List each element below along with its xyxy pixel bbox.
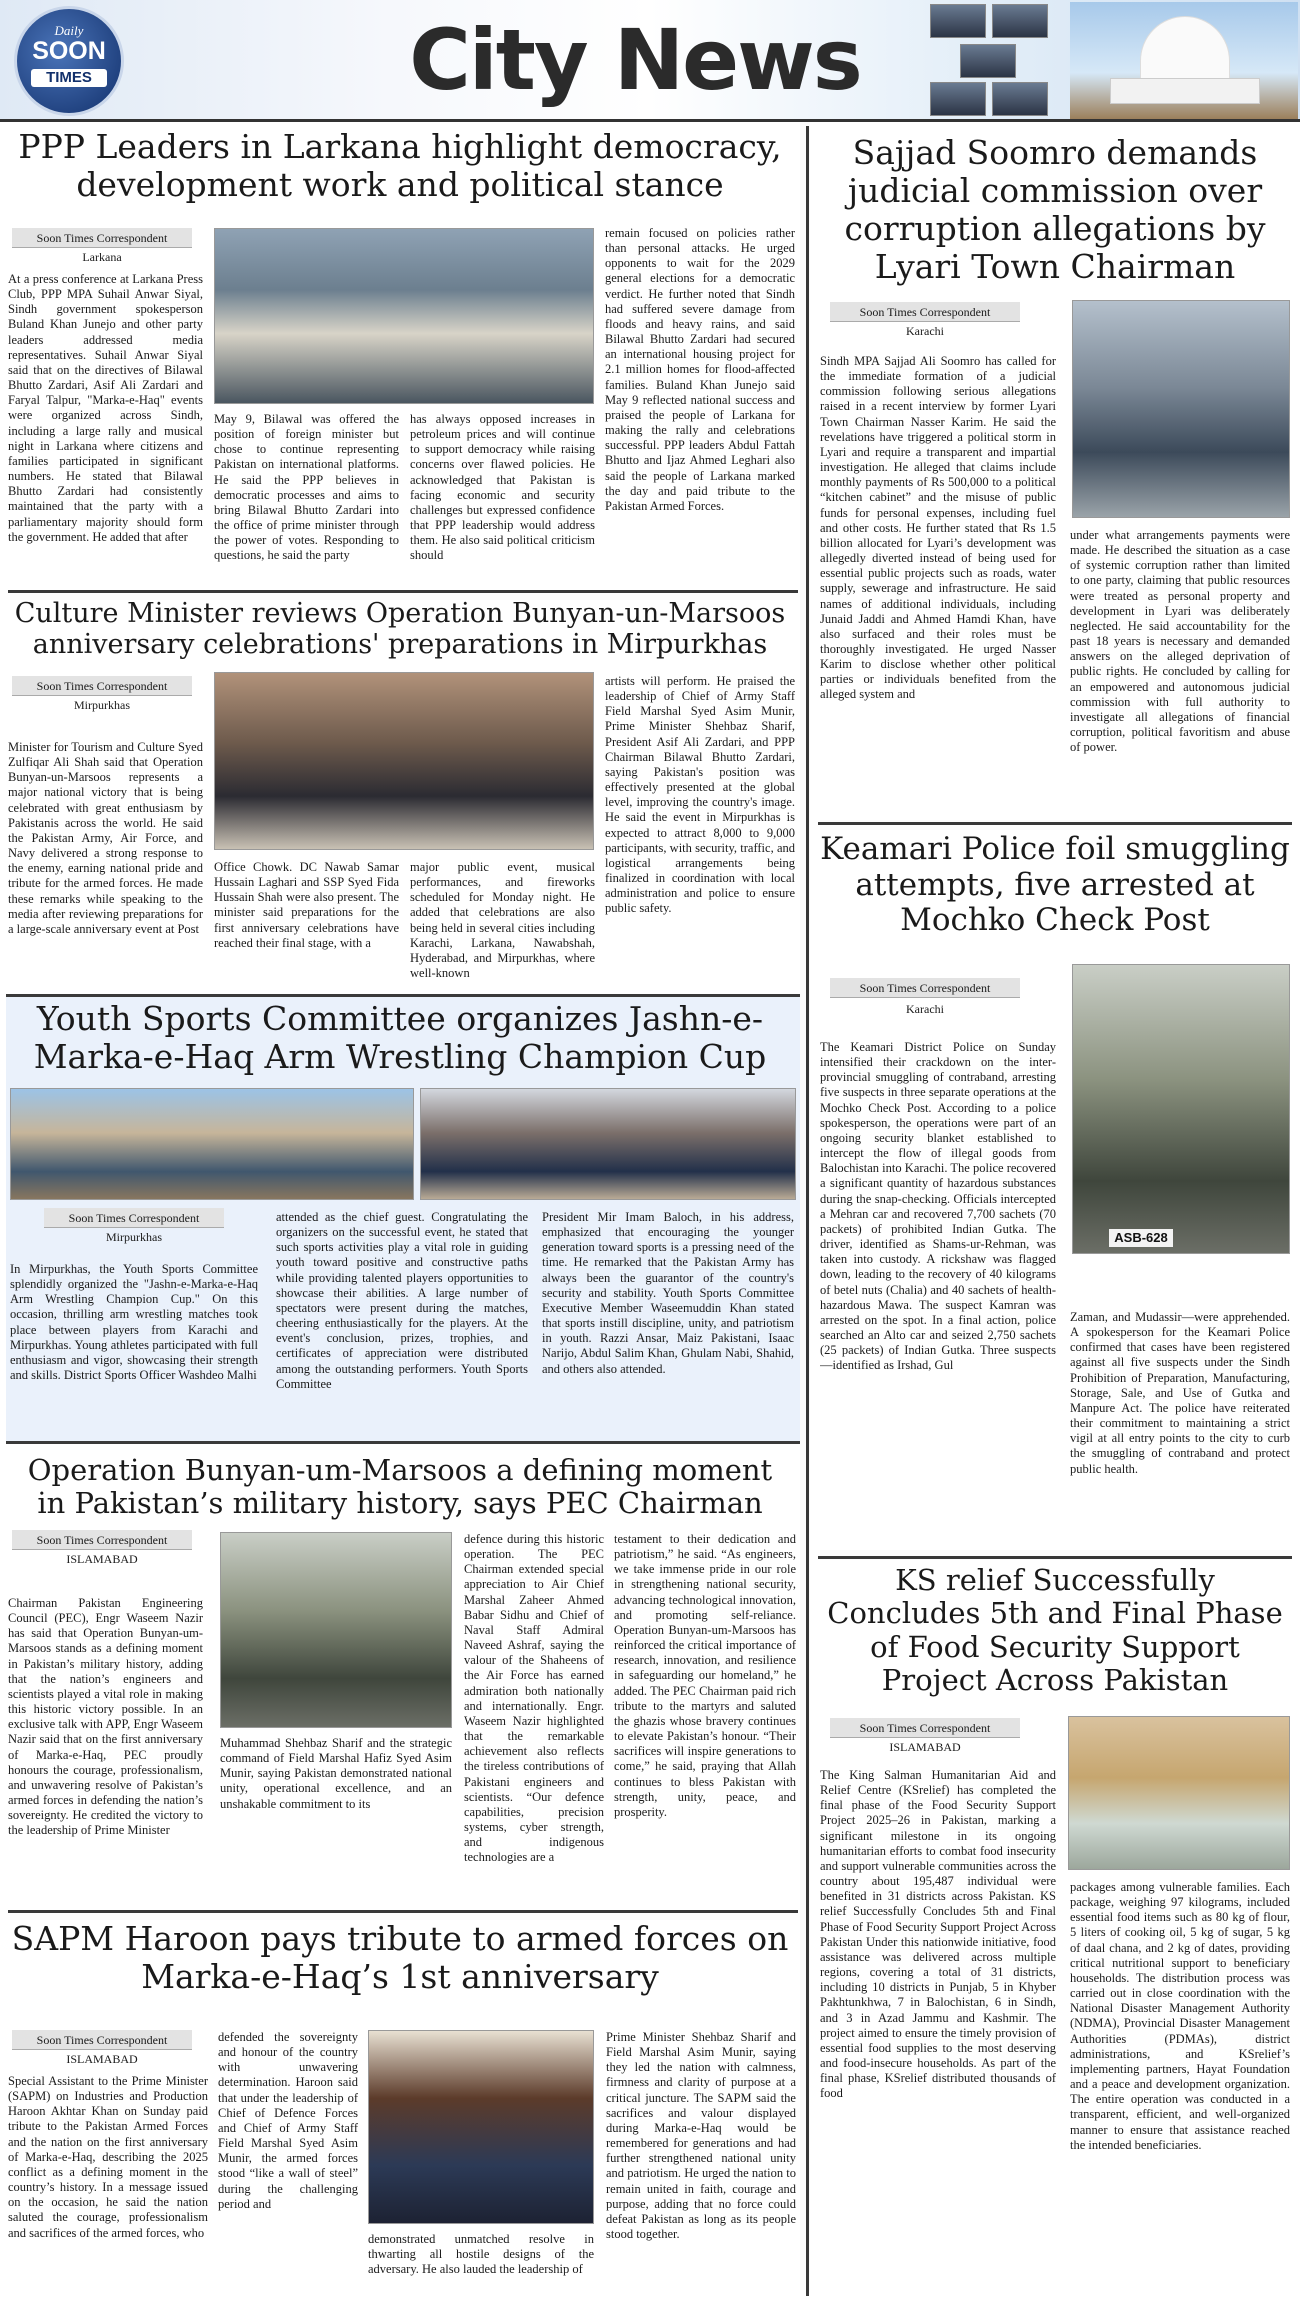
article-body-column: under what arrangements payments were made. He described the situation as a case of systemic corruption rather than limited to one party, claiming that public resources were treated as personal property and development in Lyari was deliberately neglected. He said accountability for the past 18 years is necessary and demanded answers on the alleged deprivation of public rights. He concluded by calling for an empowered and autonomous judicial commission with full authority to investigate all allegations of financial corruption, political favoritism and abuse of power. xyxy=(1070,528,1290,755)
article-photo xyxy=(1072,964,1290,1254)
dateline-location: Karachi xyxy=(906,1002,944,1016)
column-divider xyxy=(806,126,809,2296)
article-body-column: Office Chowk. DC Nawab Samar Hussain Laghari and SSP Syed Fida Hussain Shah were also present. The minister said preparations for the first anniversary celebrations have reached their final stage, with a xyxy=(214,860,399,950)
section-title: City News xyxy=(409,11,861,109)
mausoleum-base xyxy=(1110,78,1260,104)
article-body-column: Special Assistant to the Prime Minister (SAPM) on Industries and Production Haroon Akhtar Khan on Sunday paid tribute to the Pakistan Armed Forces and the nation on the first anniversary of Marka-e-Haq, describing the 2025 conflict as a defining moment in the country’s history. In a message issued on the occasion, he said the nation saluted the courage, professionalism and sacrifices of the armed forces, who xyxy=(8,2074,208,2240)
article-body-column: Chairman Pakistan Engineering Council (PEC), Engr Waseem Nazir has said that Operation Bunyan-um-Marsoos stands as a defining moment in Pakistan’s military history, adding that the nation’s engineers and scientists played a vital role in making this historic victory possible. In an exclusive talk with APP, Engr Waseem Nazir said that on the first anniversary of Marka-e-Haq, PEC proudly honours the courage, professionalism, and unwavering resolve of Pakistan’s armed forces in defending the nation’s sovereignty. He credited the victory to the leadership of Prime Minister xyxy=(8,1596,203,1838)
article-body-column: The Keamari District Police on Sunday intensified their crackdown on the inter-provincial smuggling of contraband, arresting five suspects in three separate operations at the Mochko Check Post. According to a police spokesperson, the operations were part of an ongoing security blanket established to intercept the flow of illegal goods from Balochistan into Karachi. The police recovered a significant quantity of hazardous substances during the snap-checking. Officials intercepted a Mehran car and recovered 7,700 sachets (70 packets) of prohibited Indian Gutka. The driver, identified as Shams-ur-Rehman, was taken into custody. A rickshaw was flagged down, leading to the recovery of 40 kilograms of betel nuts (Chalia) and 40 sachets of health-hazardous Mawa. The suspect Kamran was arrested on the spot. In a final action, police searched an Alto car and seized 2,750 sachets (25 packets) of Indian Gutka. Three suspects—identified as Irshad, Gul xyxy=(820,1040,1056,1373)
article-photo xyxy=(1072,300,1290,518)
article-body-column: Prime Minister Shehbaz Sharif and Field Marshal Asim Munir, saying they led the nation with calmness, firmness and clarity of purpose at a critical juncture. The SAPM said the sacrifices and valour displayed during Marka-e-Haq would be remembered for generations and had further strengthened national unity and patriotism. He urged the nation to remain united in faith, courage and purpose, adding that no force could defeat Pakistan as long as its people stood together. xyxy=(606,2030,796,2242)
correspondent-label: Soon Times Correspondent xyxy=(830,1718,1020,1738)
newspaper-logo xyxy=(14,6,124,116)
thumbnail-photo xyxy=(960,44,1016,78)
article-photo xyxy=(420,1088,796,1200)
correspondent-label: Soon Times Correspondent xyxy=(12,1530,192,1550)
thumbnail-photo xyxy=(930,4,986,38)
logo-daily-text: Daily xyxy=(54,23,84,38)
mausoleum-image xyxy=(1070,2,1298,120)
article-photo xyxy=(368,2030,594,2224)
article-divider xyxy=(8,590,798,593)
article-body-column: Zaman, and Mudassir—were apprehended. A spokesperson for the Keamari Police confirmed that cases have been registered against all five suspects under the Sindh Prohibition of Preparation, Manufacturing, Storage, Sale, and Use of Gutka and Manpure Act. The police have reiterated their commitment to maintaining a strict vigil at all entry points to the city to curb the smuggling of contraband and protect public health. xyxy=(1070,1310,1290,1476)
article-headline: Culture Minister reviews Operation Bunyan-un-Marsoos anniversary celebrations' preparations in Mirpurkhas xyxy=(14,598,786,661)
correspondent-label: Soon Times Correspondent xyxy=(44,1208,224,1228)
correspondent-label: Soon Times Correspondent xyxy=(830,302,1020,322)
mausoleum-dome xyxy=(1140,16,1230,86)
dateline-location: Mirpurkhas xyxy=(106,1230,162,1244)
article-headline: Operation Bunyan-um-Marsoos a defining moment in Pakistan’s military history, says PEC Chairman xyxy=(27,1453,773,1521)
article-headline: PPP Leaders in Larkana highlight democracy, development work and political stance xyxy=(18,127,782,204)
thumbnail-photo xyxy=(992,82,1048,116)
article-headline: Sajjad Soomro demands judicial commission over corruption allegations by Lyari Town Chairman xyxy=(844,133,1266,286)
article-body-column: attended as the chief guest. Congratulating the organizers on the successful event, he stated that such sports activities play a vital role in guiding youth toward positive and constructive paths while providing talented players opportunities to showcase their abilities. A large number of spectators were present during the matches, cheering enthusiastically for the players. At the event's conclusion, prizes, trophies, and certificates of appreciation were distributed among the outstanding performers. Youth Sports Committee xyxy=(276,1210,528,1391)
article-body-column: testament to their dedication and patriotism,” he said. “As engineers, we take immense pride in our role in strengthening national security, advancing technological innovation, and promoting self-reliance. Operation Bunyan-um-Marsoos has reinforced the critical importance of research, innovation, and resilience in safeguarding our homeland,” he added. The PEC Chairman paid rich tribute to the martyrs and saluted the ghazis whose bravery continues to elevate Pakistan’s honour. “Their sacrifices will inspire generations to come,” he said, praying that Allah continues to bless Pakistan with strength, unity, peace, and prosperity. xyxy=(614,1532,796,1819)
correspondent-label: Soon Times Correspondent xyxy=(12,2030,192,2050)
article-body-column: has always opposed increases in petroleum prices and will continue to support democracy while raising concerns over flawed policies. He acknowledged that Pakistan is facing economic and security challenges but expressed confidence that PPP leadership would address them. He also said political criticism should xyxy=(410,412,595,563)
article-body-column: remain focused on policies rather than personal attacks. He urged opponents to wait for the 2029 general elections for a democratic verdict. He further noted that Sindh had suffered severe damage from floods and heavy rains, and said Bilawal Bhutto Zardari had secured an international housing project for 2.1 million homes for flood-affected families. Buland Khan Junejo said May 9 reflected national success and praised the people of Larkana for making the rally and celebrations successful. PPP leaders Abdul Fattah Bhutto and Ijaz Ahmed Leghari also said the people of Larkana marked the day and paid tribute to the Pakistan Armed Forces. xyxy=(605,226,795,513)
correspondent-label: Soon Times Correspondent xyxy=(12,228,192,248)
article-body-column: packages among vulnerable families. Each package, weighing 97 kilograms, included essential food items such as 80 kg of flour, 5 liters of cooking oil, 5 kg of sugar, 5 kg of daal chana, and 2 kg of dates, providing critical nutritional support to beneficiary households. The distribution process was carried out in close coordination with the National Disaster Management Authority (NDMA), Provincial Disaster Management Authorities (PDMAs), district administrations, and KSrelief’s implementing partners, Hayat Foundation and a peace and development organization. The entire operation was conducted in a transparent, efficient, and well-organized manner to ensure that assistance reached the intended beneficiaries. xyxy=(1070,1880,1290,2152)
article-body-column: In Mirpurkhas, the Youth Sports Committee splendidly organized the "Jashn-e-Marka-e-Haq Arm Wrestling Champion Cup." On this occasion, thrilling arm wrestling matches took place between players from Karachi and Mirpurkhas. Young athletes participated with full enthusiasm and vigor, showcasing their strength and skills. District Sports Officer Washdeo Malhi xyxy=(10,1262,258,1383)
correspondent-label: Soon Times Correspondent xyxy=(12,676,192,696)
article-body-column: The King Salman Humanitarian Aid and Relief Centre (KSrelief) has completed the final phase of the Food Security Support Project 2025–26 in Pakistan, marking a significant milestone in its ongoing humanitarian efforts to combat food insecurity and support vulnerable communities across the country about 195,487 individual were benefited in 31 districts across Pakistan. KS relief Successfully Concludes 5th and Final Phase of Food Security Support Project Across Pakistan Under this nationwide initiative, food assistance was delivered across multiple regions, covering a total of 31 districts, including 10 districts in Punjab, 5 in Khyber Pakhtunkhwa, 7 in Balochistan, 6 in Sindh, and 3 in Azad Jammu and Kashmir. The project aimed to ensure the timely provision of essential food supplies to the most deserving and food-insecure households. As part of the final phase, KSrelief distributed thousands of food xyxy=(820,1768,1056,2101)
article-body-column: major public event, musical performances, and fireworks scheduled for Monday night. He added that celebrations are also being held in several cities including Karachi, Larkana, Nawabshah, Hyderabad, and Mirpurkhas, where well-known xyxy=(410,860,595,981)
article-body-column: Minister for Tourism and Culture Syed Zulfiqar Ali Shah said that Operation Bunyan-un-Marsoos represents a major national victory that is being celebrated with great enthusiasm by Pakistanis across the world. He said the Pakistan Army, Air Force, and Navy delivered a strong response to the enemy, earning national pride and tribute for the armed forces. He made these remarks while speaking to the media after reviewing preparations for a large-scale anniversary event at Post xyxy=(8,740,203,936)
license-plate: ASB-628 xyxy=(1109,1229,1173,1247)
article-headline: Youth Sports Committee organizes Jashn-e-Marka-e-Haq Arm Wrestling Champion Cup xyxy=(33,999,767,1076)
dateline-location: ISLAMABAD xyxy=(66,2052,138,2066)
dateline-location: Mirpurkhas xyxy=(74,698,130,712)
thumbnail-photo xyxy=(930,82,986,116)
article-headline: KS relief Successfully Concludes 5th and Final Phase of Food Security Support Project Across Pakistan xyxy=(827,1563,1283,1698)
dateline-location: ISLAMABAD xyxy=(889,1740,961,1754)
article-headline: SAPM Haroon pays tribute to armed forces on Marka-e-Haq’s 1st anniversary xyxy=(11,1919,789,1996)
article-divider xyxy=(818,822,1292,825)
article-body-column: defence during this historic operation. The PEC Chairman extended special appreciation to Air Chief Marshal Zaheer Ahmed Babar Sidhu and Chief of Naval Staff Admiral Naveed Ashraf, saying the valour of the Shaheens of the Air Force has earned admiration both nationally and internationally. Engr. Waseem Nazir highlighted that the remarkable achievement also reflects the tireless contributions of Pakistani engineers and scientists. “Our defence capabilities, precision systems, cyber strength, and indigenous technologies are a xyxy=(464,1532,604,1865)
article-headline: Keamari Police foil smuggling attempts, five arrested at Mochko Check Post xyxy=(820,831,1290,939)
article-body-column: President Mir Imam Baloch, in his address, emphasized that encouraging the younger generation toward sports is a pressing need of the time. He remarked that the Pakistan Army has always been the guarantor of the country's security and stability. Youth Sports Committee Executive Member Waseemuddin Khan stated that sports instill discipline, unity, and patriotism in youth. Razzi Ansar, Maiz Pakistani, Isaac Narijo, Abdul Salim Khan, Ghulam Nabi, Shahid, and others also attended. xyxy=(542,1210,794,1376)
dateline-location: Karachi xyxy=(906,324,944,338)
article-body-column: Muhammad Shehbaz Sharif and the strategic command of Field Marshal Hafiz Syed Asim Munir, saying Pakistan demonstrated national unity, operational excellence, and an unshakable commitment to its xyxy=(220,1736,452,1811)
correspondent-label: Soon Times Correspondent xyxy=(830,978,1020,998)
thumbnail-photo xyxy=(992,4,1048,38)
article-divider xyxy=(8,1910,798,1913)
article-photo xyxy=(10,1088,414,1200)
article-body-column: demonstrated unmatched resolve in thwarting all hostile designs of the adversary. He also lauded the leadership of xyxy=(368,2232,594,2277)
masthead-thumbnails xyxy=(930,4,1050,118)
article-body-column: defended the sovereignty and honour of the country with unwavering determination. Haroon said that under the leadership of Chief of Defence Forces and Chief of Army Staff Field Marshal Syed Asim Munir, the armed forces stood “like a wall of steel” during the challenging period and xyxy=(218,2030,358,2211)
logo-times-text: TIMES xyxy=(31,69,107,87)
article-body-column: Sindh MPA Sajjad Ali Soomro has called for the immediate formation of a judicial commission following serious allegations raised in a recent interview by former Lyari Town Chairman Nasser Karim. He said the revelations have triggered a political storm in Lyari and require a transparent and impartial investigation. He alleged that claims include monthly payments of Rs 500,000 to a political “kitchen cabinet” and the misuse of public funds for personal expenses, including fuel and other costs. He further stated that Rs 1.5 billion allocated for Lyari’s development was allegedly diverted instead of being used for essential public projects such as roads, water supply, sewerage and infrastructure. He said names of additional individuals, including Junaid Jaddi and Ahmed Hamdi Khan, have also surfaced and their roles must be thoroughly investigated. He urged Nasser Karim to disclose whether other political parties or individuals benefited from the alleged system and xyxy=(820,354,1056,702)
article-photo xyxy=(220,1532,452,1728)
article-body-column: May 9, Bilawal was offered the position of foreign minister but chose to continue representing Pakistan on international platforms. He said the PPP believes in democratic processes and aims to bring Bilawal Bhutto Zardari into the office of prime minister through the power of votes. Responding to questions, he said the party xyxy=(214,412,399,563)
dateline-location: ISLAMABAD xyxy=(66,1552,138,1566)
article-photo xyxy=(214,672,594,850)
logo-soon-text: SOON xyxy=(32,37,106,65)
article-body-column: At a press conference at Larkana Press Club, PPP MPA Suhail Anwar Siyal, Sindh government spokesperson Buland Khan Junejo and other party leaders addressed media representatives. Suhail Anwar Siyal said that on the directives of Bilawal Bhutto Zardari, Asif Ali Zardari and Faryal Talpur, "Marka-e-Haq" events were organized across Sindh, including a large rally and musical night in Larkana where citizens and families participated in significant numbers. He stated that Bilawal Bhutto Zardari had consistently maintained that the party with a parliamentary majority should form the government. He added that after xyxy=(8,272,203,544)
article-divider xyxy=(818,1556,1292,1559)
article-photo xyxy=(214,228,594,404)
article-photo xyxy=(1068,1716,1290,1870)
dateline-location: Larkana xyxy=(82,250,122,264)
article-body-column: artists will perform. He praised the leadership of Chief of Army Staff Field Marshal Syed Asim Munir, Prime Minister Shehbaz Sharif, President Asif Ali Zardari, and PPP Chairman Bilawal Bhutto Zardari, saying Pakistan's position was effectively presented at the global level, improving the country's image. He said the event in Mirpurkhas is expected to attract 8,000 to 9,000 participants, with security, traffic, and logistical arrangements being finalized in coordination with local administration and police to ensure public safety. xyxy=(605,674,795,916)
masthead xyxy=(0,0,1300,122)
